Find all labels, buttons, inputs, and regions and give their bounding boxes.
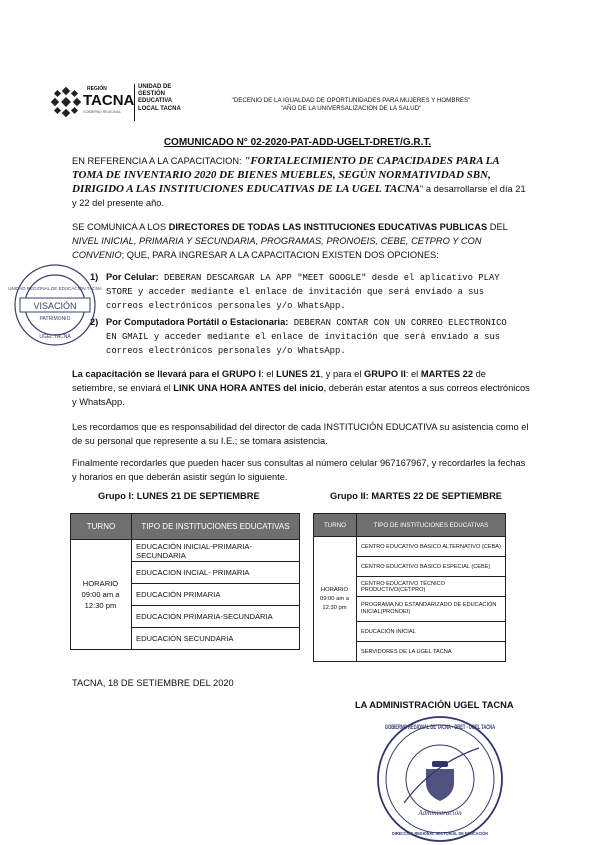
p2-b: DIRECTORES DE TODAS LAS INSTITUCIONES EDUCATIVAS PUBLICAS — [168, 222, 488, 232]
group2-table — [313, 513, 506, 662]
p1-tail: " a desarrollarse el día 21 y 22 del presente año. — [72, 184, 526, 208]
seal-inner-text: Administración — [418, 809, 462, 817]
paragraph-directores — [72, 220, 530, 262]
visacion-stamp — [8, 262, 102, 348]
p2-e: ; QUE, PARA INGRESAR A LA CAPACITACION EXISTEN DOS OPCIONES: — [121, 250, 439, 260]
option-1 — [90, 270, 530, 313]
group1-table — [70, 513, 300, 650]
option-number: 2) — [90, 317, 99, 327]
table-cell: EDUCACION INCIAL- PRIMARIA — [132, 562, 300, 584]
table-cell: CENTRO EDUCATIVO BÁSICO ESPECIAL (CEBE) — [357, 557, 506, 577]
option-line: correos electrónicos personales y/o WhatsApp. — [106, 346, 346, 356]
table-row — [314, 537, 506, 557]
date-line: TACNA, 18 DE SETIEMBRE DEL 2020 — [72, 678, 234, 688]
p3-e: , y para el — [320, 369, 364, 379]
stamp-center-text: VISACIÓN — [33, 301, 77, 311]
col-tipo: TIPO DE INSTITUCIONES EDUCATIVAS — [132, 514, 300, 540]
p2-c: DEL — [487, 222, 508, 232]
option-2 — [90, 315, 530, 358]
option-label: Por Computadora Portátil o Estacionaria: — [106, 317, 289, 327]
unit-line: GESTIÓN — [138, 91, 166, 98]
paragraph-groups — [72, 367, 530, 409]
p3-i: de setiembre, se enviará el — [72, 369, 486, 393]
region-label: REGIÓN — [87, 86, 107, 92]
p3-f: GRUPO II — [364, 369, 406, 379]
option-number: 1) — [90, 272, 99, 282]
logo-subtext: GOBIERNO REGIONAL — [83, 110, 121, 114]
seal-bottom-text: DIRECCIÓN REGIONAL SECTORIAL DE EDUCACIÓN — [392, 831, 508, 836]
table-cell: CENTRO EDUCATIVO TÉCNICO PRODUCTIVO(CETPRO) — [357, 577, 506, 597]
table-cell: CENTRO EDUCATIVO BÁSICO ALTERNATIVO (CEBA) — [357, 537, 506, 557]
horario-label: HORARIO — [320, 586, 349, 593]
p3-d: LUNES 21 — [276, 369, 321, 379]
document-title: COMUNICADO N° 02-2020-PAT-ADD-UGELT-DRET/G.R.T. — [163, 137, 432, 148]
group2-heading: Grupo II: MARTES 22 DE SEPTIEMBRE — [330, 491, 503, 501]
option-line: STORE y acceder mediante el enlace de invitación que será enviado a sus — [106, 287, 485, 297]
stamp-sub-text: PATRIMONIO — [39, 316, 71, 322]
paragraph-reference — [72, 154, 530, 210]
p2-a: SE COMUNICA A LOS — [72, 222, 169, 232]
unit-line: UNIDAD DE — [138, 84, 172, 90]
horario-start: 09:00 am a — [81, 590, 120, 599]
p3-a: La capacitación se llevará para el — [72, 369, 222, 379]
horario-end: 12:30 pm — [322, 604, 347, 611]
table-cell: SERVIDORES DE LA UGEL TACNA — [357, 642, 506, 662]
table-cell: EDUCACIÓN PRIMARIA-SECUNDARIA — [132, 606, 300, 628]
tacna-logo-icon — [52, 88, 80, 116]
anio-text: "AÑO DE LA UNIVERSALIZACION DE LA SALUD" — [280, 105, 422, 112]
option-line: correos electrónicos personales y/o WhatsApp. — [106, 301, 346, 311]
table-cell: PROGRAMA NO ESTANDARIZADO DE EDUCACIÓN INICIAL(PRONOEI) — [357, 597, 506, 622]
p3-h: MARTES 22 — [420, 369, 474, 379]
table-cell: EDUCACIÓN PRIMARIA — [132, 584, 300, 606]
unit-line: EDUCATIVA — [138, 98, 173, 105]
unit-line: LOCAL TACNA — [138, 105, 181, 112]
unit-name — [138, 84, 181, 113]
logo-divider — [134, 84, 135, 121]
paragraph-consultas: Finalmente recordarles que pueden hacer sus consultas al número celular 967167967, y recordarles la fechas y horarios en que deberán asistir según lo siguiente. — [72, 458, 526, 482]
table-cell: EDUCACIÓN INICIAL-PRIMARIA-SECUNDARIA — [132, 540, 300, 562]
seal-outer-text: GOBIERNO REGIONAL DE TACNA - DRET - UGEL TACNA — [385, 725, 496, 731]
ugel-seal — [374, 713, 506, 845]
horario-start: 09:00 am a — [319, 595, 349, 602]
stamp-bottom-text: UGEL TACNA — [39, 334, 71, 340]
horario-cell — [71, 540, 132, 650]
p3-b: GRUPO I — [221, 369, 262, 379]
table-cell: EDUCACIÓN INICIAL — [357, 622, 506, 642]
group1-heading: Grupo I: LUNES 21 DE SEPTIEMBRE — [98, 491, 260, 501]
p3-g: : el — [405, 369, 421, 379]
col-turno: TURNO — [314, 514, 357, 537]
option-line: EN GMAIL y acceder mediante el enlace de invitación que será enviado a sus — [106, 332, 501, 342]
table-header-row — [314, 514, 506, 537]
col-turno: TURNO — [71, 514, 132, 540]
p1-lead: EN REFERENCIA A LA CAPACITACION: — [72, 156, 245, 166]
p3-c: : el — [261, 369, 277, 379]
p2-d: NIVEL INICIAL, PRIMARIA Y SECUNDARIA, PROGRAMAS, PRONOEIS, CEBE, CETPRO Y CON CONVENIO — [72, 236, 482, 260]
horario-end: 12:30 pm — [84, 601, 117, 610]
col-tipo: TIPO DE INSTITUCIONES EDUCATIVAS — [357, 514, 506, 537]
option-label: Por Celular: — [106, 272, 159, 282]
paragraph-responsabilidad: Les recordamos que es responsabilidad del director de cada INSTITUCIÓN EDUCATIVA su asistencia como el de su personal que represente a su I.E.; se tomara asistencia. — [72, 422, 529, 446]
table-header-row — [71, 514, 300, 540]
p3-j: LINK UNA HORA ANTES del inicio — [173, 383, 324, 393]
horario-cell — [314, 537, 357, 662]
capacitacion-title: "FORTALECIMIENTO DE CAPACIDADES PARA LA TOMA DE INVENTARIO 2020 DE BIENES MUEBLES, SEGÚN NORMATIVIDAD SBN, DIRIGIDO A LAS INSTITUCIONES EDUCATIVAS DE LA UGEL TACNA — [72, 155, 500, 195]
option-line: DEBERAN CONTAR CON UN CORREO ELECTRONICO — [288, 318, 507, 328]
header-mottos — [208, 97, 494, 113]
table-row — [71, 540, 300, 562]
signature-line: LA ADMINISTRACIÓN UGEL TACNA — [355, 700, 514, 710]
logo-text: TACNA — [83, 92, 135, 109]
p3-k: , deberán estar atentos a sus correos electrónicos y WhatsApp. — [72, 383, 530, 407]
horario-label: HORARIO — [82, 579, 119, 588]
stamp-outer-text: UNIDAD REGIONAL DE EDUCACIÓN TACNA — [8, 286, 102, 291]
table-cell: EDUCACIÓN SECUNDARIA — [132, 628, 300, 650]
option-line: DEBERAN DESCARGAR LA APP "MEET GOOGLE" desde el aplicativo PLAY — [158, 273, 500, 283]
decenio-text: "DECENIO DE LA IGUALDAD DE OPORTUNIDADES PARA MUJERES Y HOMBRES" — [231, 97, 471, 104]
